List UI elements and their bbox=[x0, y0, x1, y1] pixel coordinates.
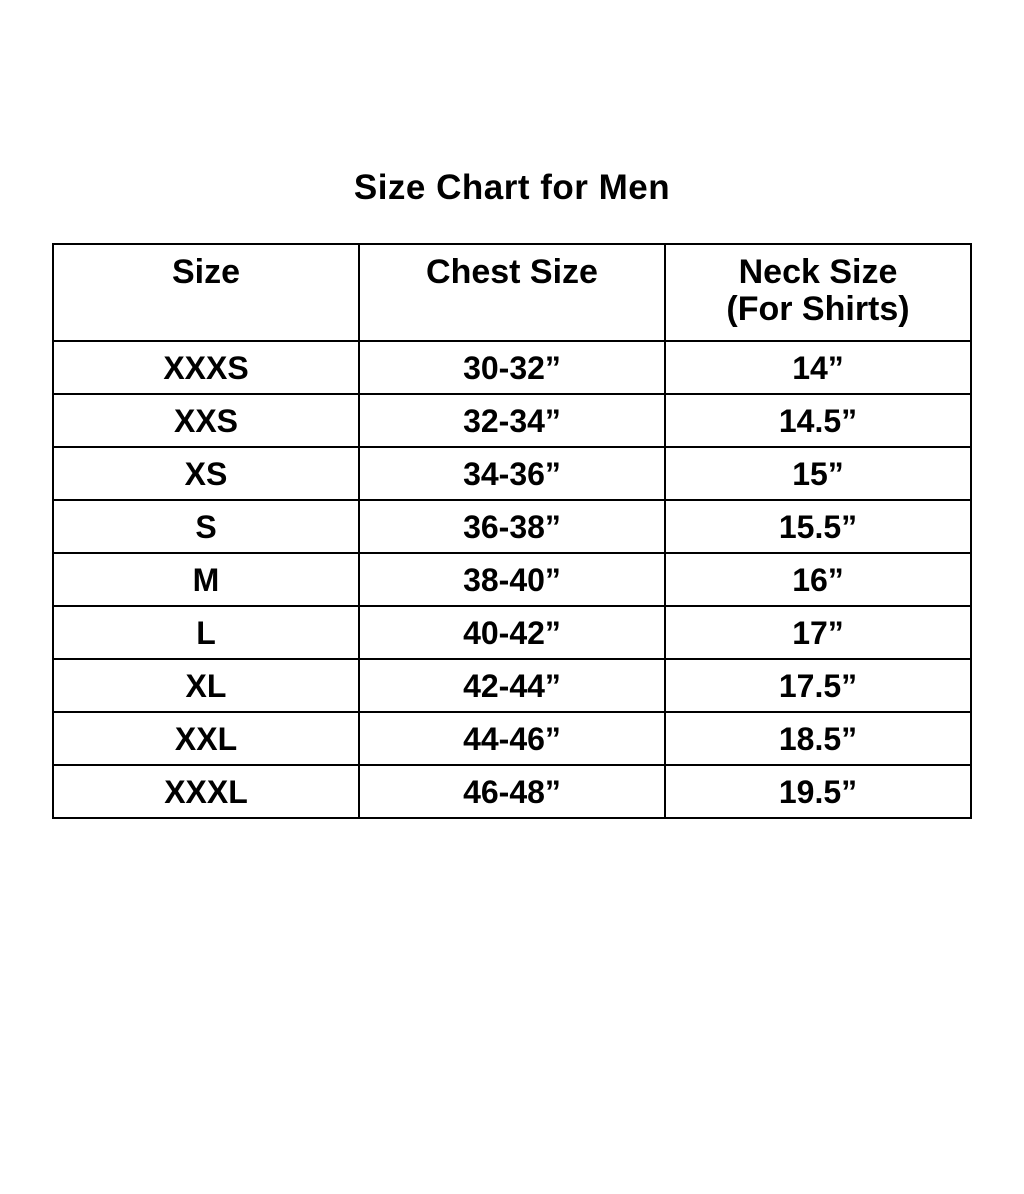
header-cell-neck-size bbox=[665, 244, 971, 341]
neck-size-cell: 15” bbox=[665, 447, 971, 500]
header-label-neck-size: Neck Size bbox=[738, 253, 898, 291]
size-cell: XXXL bbox=[53, 765, 359, 818]
chest-size-cell: 30-32” bbox=[359, 341, 665, 394]
table-row bbox=[53, 606, 971, 659]
size-cell: M bbox=[53, 553, 359, 606]
size-cell: XXXS bbox=[53, 341, 359, 394]
neck-size-cell: 14” bbox=[665, 341, 971, 394]
table-row bbox=[53, 447, 971, 500]
table-row bbox=[53, 712, 971, 765]
size-chart-table bbox=[52, 243, 972, 819]
table-body bbox=[53, 341, 971, 818]
size-cell: L bbox=[53, 606, 359, 659]
size-chart-page bbox=[0, 170, 1024, 1194]
neck-size-cell: 15.5” bbox=[665, 500, 971, 553]
header-row bbox=[53, 244, 971, 341]
chest-size-cell: 34-36” bbox=[359, 447, 665, 500]
header-cell-size bbox=[53, 244, 359, 341]
table-header bbox=[53, 244, 971, 341]
table-row bbox=[53, 394, 971, 447]
header-label-size: Size bbox=[171, 253, 241, 291]
neck-size-cell: 18.5” bbox=[665, 712, 971, 765]
table-row bbox=[53, 500, 971, 553]
chest-size-cell: 42-44” bbox=[359, 659, 665, 712]
chart-title: Size Chart for Men bbox=[353, 168, 671, 207]
size-cell: XXL bbox=[53, 712, 359, 765]
size-cell: XS bbox=[53, 447, 359, 500]
chest-size-cell: 38-40” bbox=[359, 553, 665, 606]
neck-size-cell: 14.5” bbox=[665, 394, 971, 447]
size-cell: XL bbox=[53, 659, 359, 712]
header-sublabel-neck-size: (For Shirts) bbox=[726, 290, 910, 329]
neck-size-cell: 17.5” bbox=[665, 659, 971, 712]
chest-size-cell: 32-34” bbox=[359, 394, 665, 447]
neck-size-cell: 19.5” bbox=[665, 765, 971, 818]
neck-size-cell: 17” bbox=[665, 606, 971, 659]
size-cell: XXS bbox=[53, 394, 359, 447]
chest-size-cell: 36-38” bbox=[359, 500, 665, 553]
table-row bbox=[53, 765, 971, 818]
table-row bbox=[53, 659, 971, 712]
header-label-chest-size: Chest Size bbox=[426, 253, 598, 291]
chest-size-cell: 46-48” bbox=[359, 765, 665, 818]
chest-size-cell: 40-42” bbox=[359, 606, 665, 659]
neck-size-cell: 16” bbox=[665, 553, 971, 606]
size-cell: S bbox=[53, 500, 359, 553]
table-row bbox=[53, 341, 971, 394]
header-cell-chest-size bbox=[359, 244, 665, 341]
table-row bbox=[53, 553, 971, 606]
chest-size-cell: 44-46” bbox=[359, 712, 665, 765]
